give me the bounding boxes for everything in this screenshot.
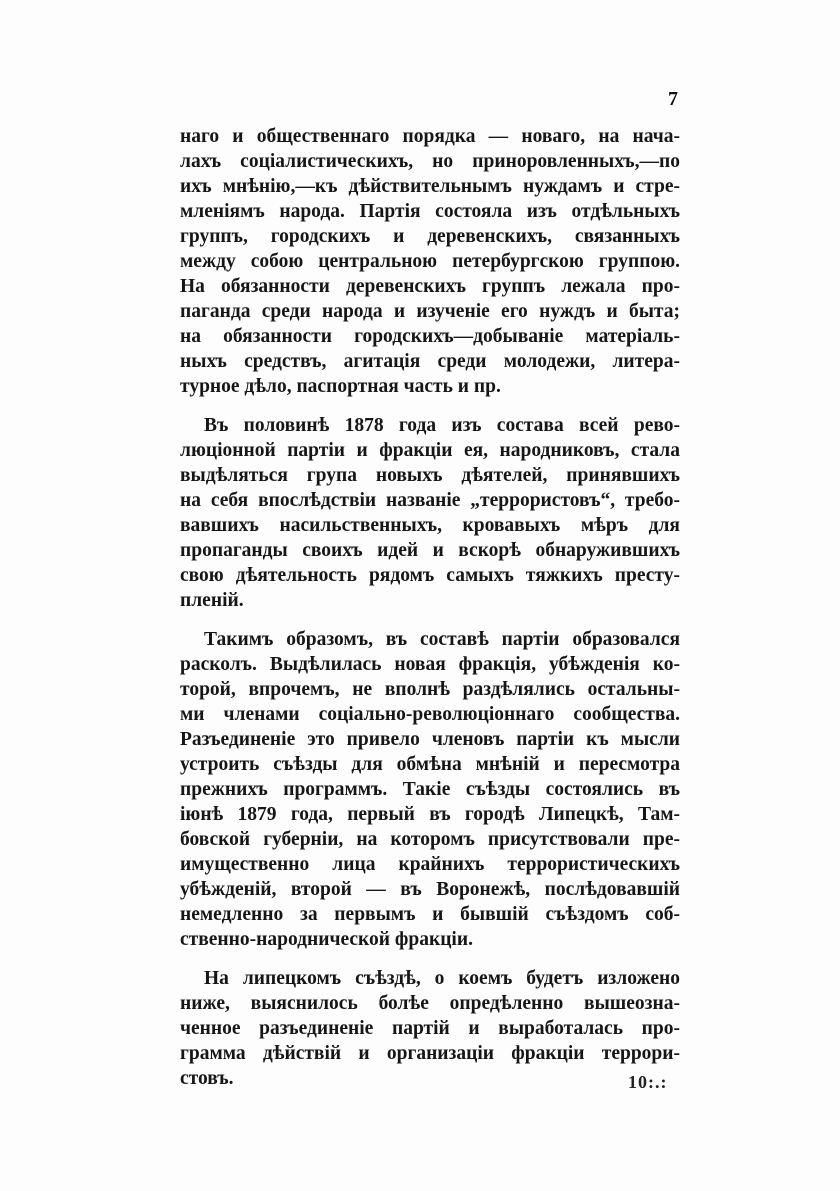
- text-line: бовской губерніи, на которомъ присутствовали пре-: [180, 829, 680, 850]
- text-line: выдѣляться група новыхъ дѣятелей, принявшихъ: [180, 465, 680, 486]
- text-line: расколъ. Выдѣлилась новая фракція, убѣжденія ко-: [180, 654, 680, 675]
- text-line: ми членами соціально-революціоннаго сообщества.: [180, 704, 680, 725]
- paragraph: [180, 966, 680, 1091]
- text-line: ниже, выяснилось болѣе опредѣленно вышеозна-: [180, 993, 680, 1014]
- text-line: группъ, городскихъ и деревенскихъ, связанныхъ: [180, 226, 680, 247]
- paragraph-gap: [180, 952, 680, 966]
- text-line: Разъединеніе это привело членовъ партіи къ мысли: [180, 729, 680, 750]
- paragraph-gap: [180, 399, 680, 413]
- text-line: на себя впослѣдствіи названіе „террористовъ“, требо-: [180, 490, 680, 511]
- text-line: свою дѣятельность рядомъ самыхъ тяжкихъ престу-: [180, 565, 680, 586]
- text-line: іюнѣ 1879 года, первый въ городѣ Липецкѣ, Там-: [180, 804, 680, 825]
- text-line: грамма дѣйствій и организаціи фракціи террори-: [180, 1043, 680, 1064]
- text-line: лахъ соціалистическихъ, но приноровленныхъ,—по: [180, 151, 680, 172]
- text-line: пропаганды своихъ идей и вскорѣ обнаружившихъ: [180, 540, 680, 561]
- text-line: наго и общественнаго порядка — новаго, на нача-: [180, 126, 680, 147]
- text-line: ченное разъединеніе партій и выработалась про-: [180, 1018, 680, 1039]
- text-line: имущественно лица крайнихъ террористическихъ: [180, 854, 680, 875]
- signature-mark: 10:.:: [628, 1072, 668, 1092]
- text-line: люціонной партіи и фракціи ея, народниковъ, стала: [180, 440, 680, 461]
- text-line: немедленно за первымъ и бывшій съѣздомъ соб-: [180, 904, 680, 925]
- text-line: на обязанности городскихъ—добываніе матеріаль-: [180, 326, 680, 347]
- body-text: [180, 124, 680, 1091]
- paragraph: [180, 413, 680, 613]
- text-line: стовъ.: [180, 1068, 234, 1089]
- text-line: прежнихъ программъ. Такіе съѣзды состоялись въ: [180, 779, 680, 800]
- text-line: ихъ мнѣнію,—къ дѣйствительнымъ нуждамъ и стре-: [180, 176, 680, 197]
- text-line: ственно-народнической фракціи.: [180, 929, 473, 950]
- paragraph: [180, 124, 680, 399]
- text-line: вавшихъ насильственныхъ, кровавыхъ мѣръ для: [180, 515, 680, 536]
- text-line: пленій.: [180, 590, 244, 611]
- text-line: На липецкомъ съѣздѣ, о коемъ будетъ изложено: [204, 968, 680, 989]
- paragraph: [180, 627, 680, 952]
- text-line: между собою центральною петербургскою группою.: [180, 251, 680, 272]
- text-line: Въ половинѣ 1878 года изъ состава всей рево-: [204, 415, 680, 436]
- text-line: паганда среди народа и изученіе его нуждъ и быта;: [180, 301, 680, 322]
- text-line: торой, впрочемъ, не вполнѣ раздѣлялись остальны-: [180, 679, 680, 700]
- text-line: убѣжденій, второй — въ Воронежѣ, послѣдовавшій: [180, 879, 680, 900]
- paragraph-gap: [180, 613, 680, 627]
- page-number: 7: [668, 88, 678, 110]
- text-line: ныхъ средствъ, агитація среди молодежи, литера-: [180, 351, 680, 372]
- text-line: мленіямъ народа. Партія состояла изъ отдѣльныхъ: [180, 201, 680, 222]
- text-line: На обязанности деревенскихъ группъ лежала про-: [180, 276, 680, 297]
- text-line: устроить съѣзды для обмѣна мнѣній и пересмотра: [180, 754, 680, 775]
- text-line: Такимъ образомъ, въ составѣ партіи образовался: [204, 629, 680, 650]
- text-line: турное дѣло, паспортная часть и пр.: [180, 376, 501, 397]
